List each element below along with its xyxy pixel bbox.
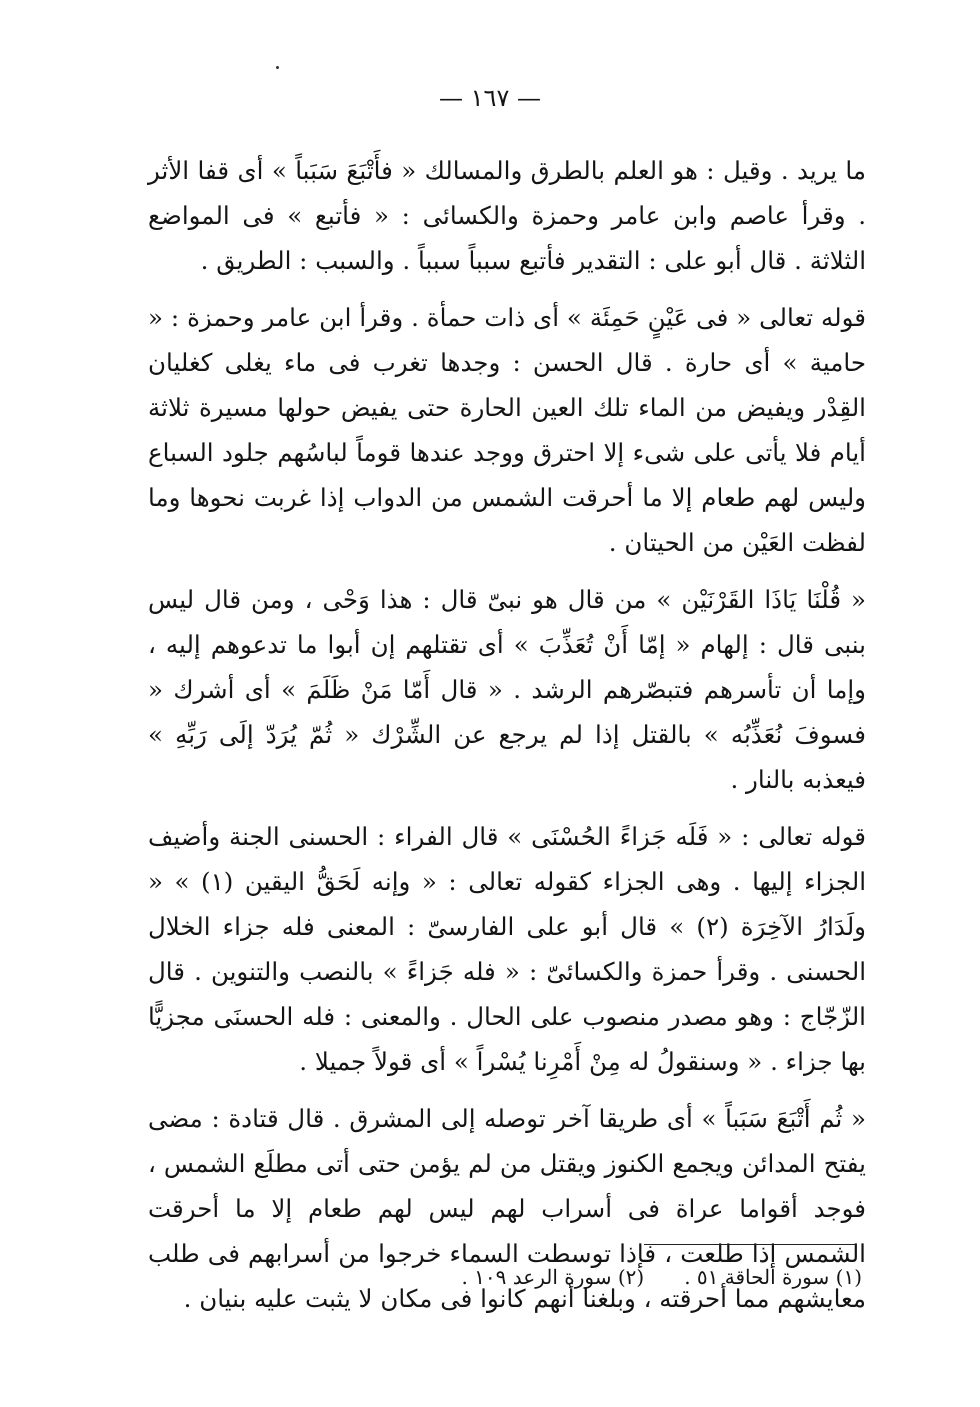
page-number: — ١٦٧ —	[439, 84, 541, 112]
paragraph-2: قوله تعالى « فى عَيْنٍ حَمِئَة » أى ذات حمأة . وقرأ ابن عامر وحمزة : « حامية » أى حارة . قال الحسن : وجدها تغرب فى ماء يغلى كغليان القِدْر ويفيض من الماء تلك العين الحارة حتى يفيض حولها مسيرة ثلاثة أيام فلا يأتى على شىء إلا احترق ووجد عندها قوماً لباسُهم جلود السباع وليس لهم طعام إلا ما أحرقت الشمس من الدواب إذا غربت نحوها وما لفظت العَيْن من الحيتان .	[148, 303, 866, 557]
body-text	[148, 148, 866, 1333]
footnote-2: (٢) سورة الرعد ١٠٩ .	[461, 1265, 645, 1289]
paragraph-5: « ثُم أَتْبَعَ سَبَباً » أى طريقا آخر توصله إلى المشرق . قال قتادة : مضى يفتح المدائن ويجمع الكنوز ويقتل من لم يؤمن حتى أتى مطلَع الشمس ، فوجد أقواما عراة فى أسراب لهم ليس لهم طعام إلا ما أحرقت الشمس إذا طلعت ، فإذا توسطت السماء خرجوا من أسرابهم فى طلب معايشهم مما أحرقته ، وبلغنا أنهم كانوا فى مكان لا يثبت عليه بنيان .	[148, 1104, 866, 1313]
paragraph-3: « قُلْنَا يَاذَا القَرْنَيْن » من قال هو نبىّ قال : هذا وَحْى ، ومن قال ليس بنبى قال : إلهام « إمّا أَنْ تُعَذِّبَ » أى تقتلهم إن أبوا ما تدعوهم إليه ، وإما أن تأسرهم فتبصّرهم الرشد . « قال أَمّا مَنْ ظَلَمَ » أى أشرك « فسوفَ نُعَذِّبُه » بالقتل إذا لم يرجع عن الشِّرْك « ثُمّ يُرَدّ إلَى رَبِّهِ » فيعذبه بالنار .	[148, 585, 866, 794]
footnote-divider	[644, 1244, 856, 1245]
ink-speck	[276, 66, 279, 69]
paragraph-1: ما يريد . وقيل : هو العلم بالطرق والمسالك « فأَتْبَعَ سَبَباً » أى قفا الأثر . وقرأ عاصم وابن عامر وحمزة والكسائى : « فأتبع » فى المواضع الثلاثة . قال أبو على : التقدير فأتبع سبباً سبباً . والسبب : الطريق .	[148, 156, 866, 275]
footnotes	[262, 1262, 862, 1292]
paragraph-4: قوله تعالى : « فَلَه جَزاءً الحُسْنَى » قال الفراء : الحسنى الجنة وأضيف الجزاء إليها . وهى الجزاء كقوله تعالى : « وإنه لَحَقُّ اليقين (١) » « ولَدَارُ الآخِرَة (٢) » قال أبو على الفارسىّ : المعنى فله جزاء الخلال الحسنى . وقرأ حمزة والكسائىّ : « فله جَزاءً » بالنصب والتنوين . قال الزّجّاج : وهو مصدر منصوب على الحال . والمعنى : فله الحسنَى مجزيًّا بها جزاء . « وسنقولُ له مِنْ أَمْرِنا يُسْراً » أى قولاً جميلا .	[148, 822, 866, 1076]
footnote-1: (١) سورة الحاقة ٥١ .	[684, 1265, 862, 1289]
